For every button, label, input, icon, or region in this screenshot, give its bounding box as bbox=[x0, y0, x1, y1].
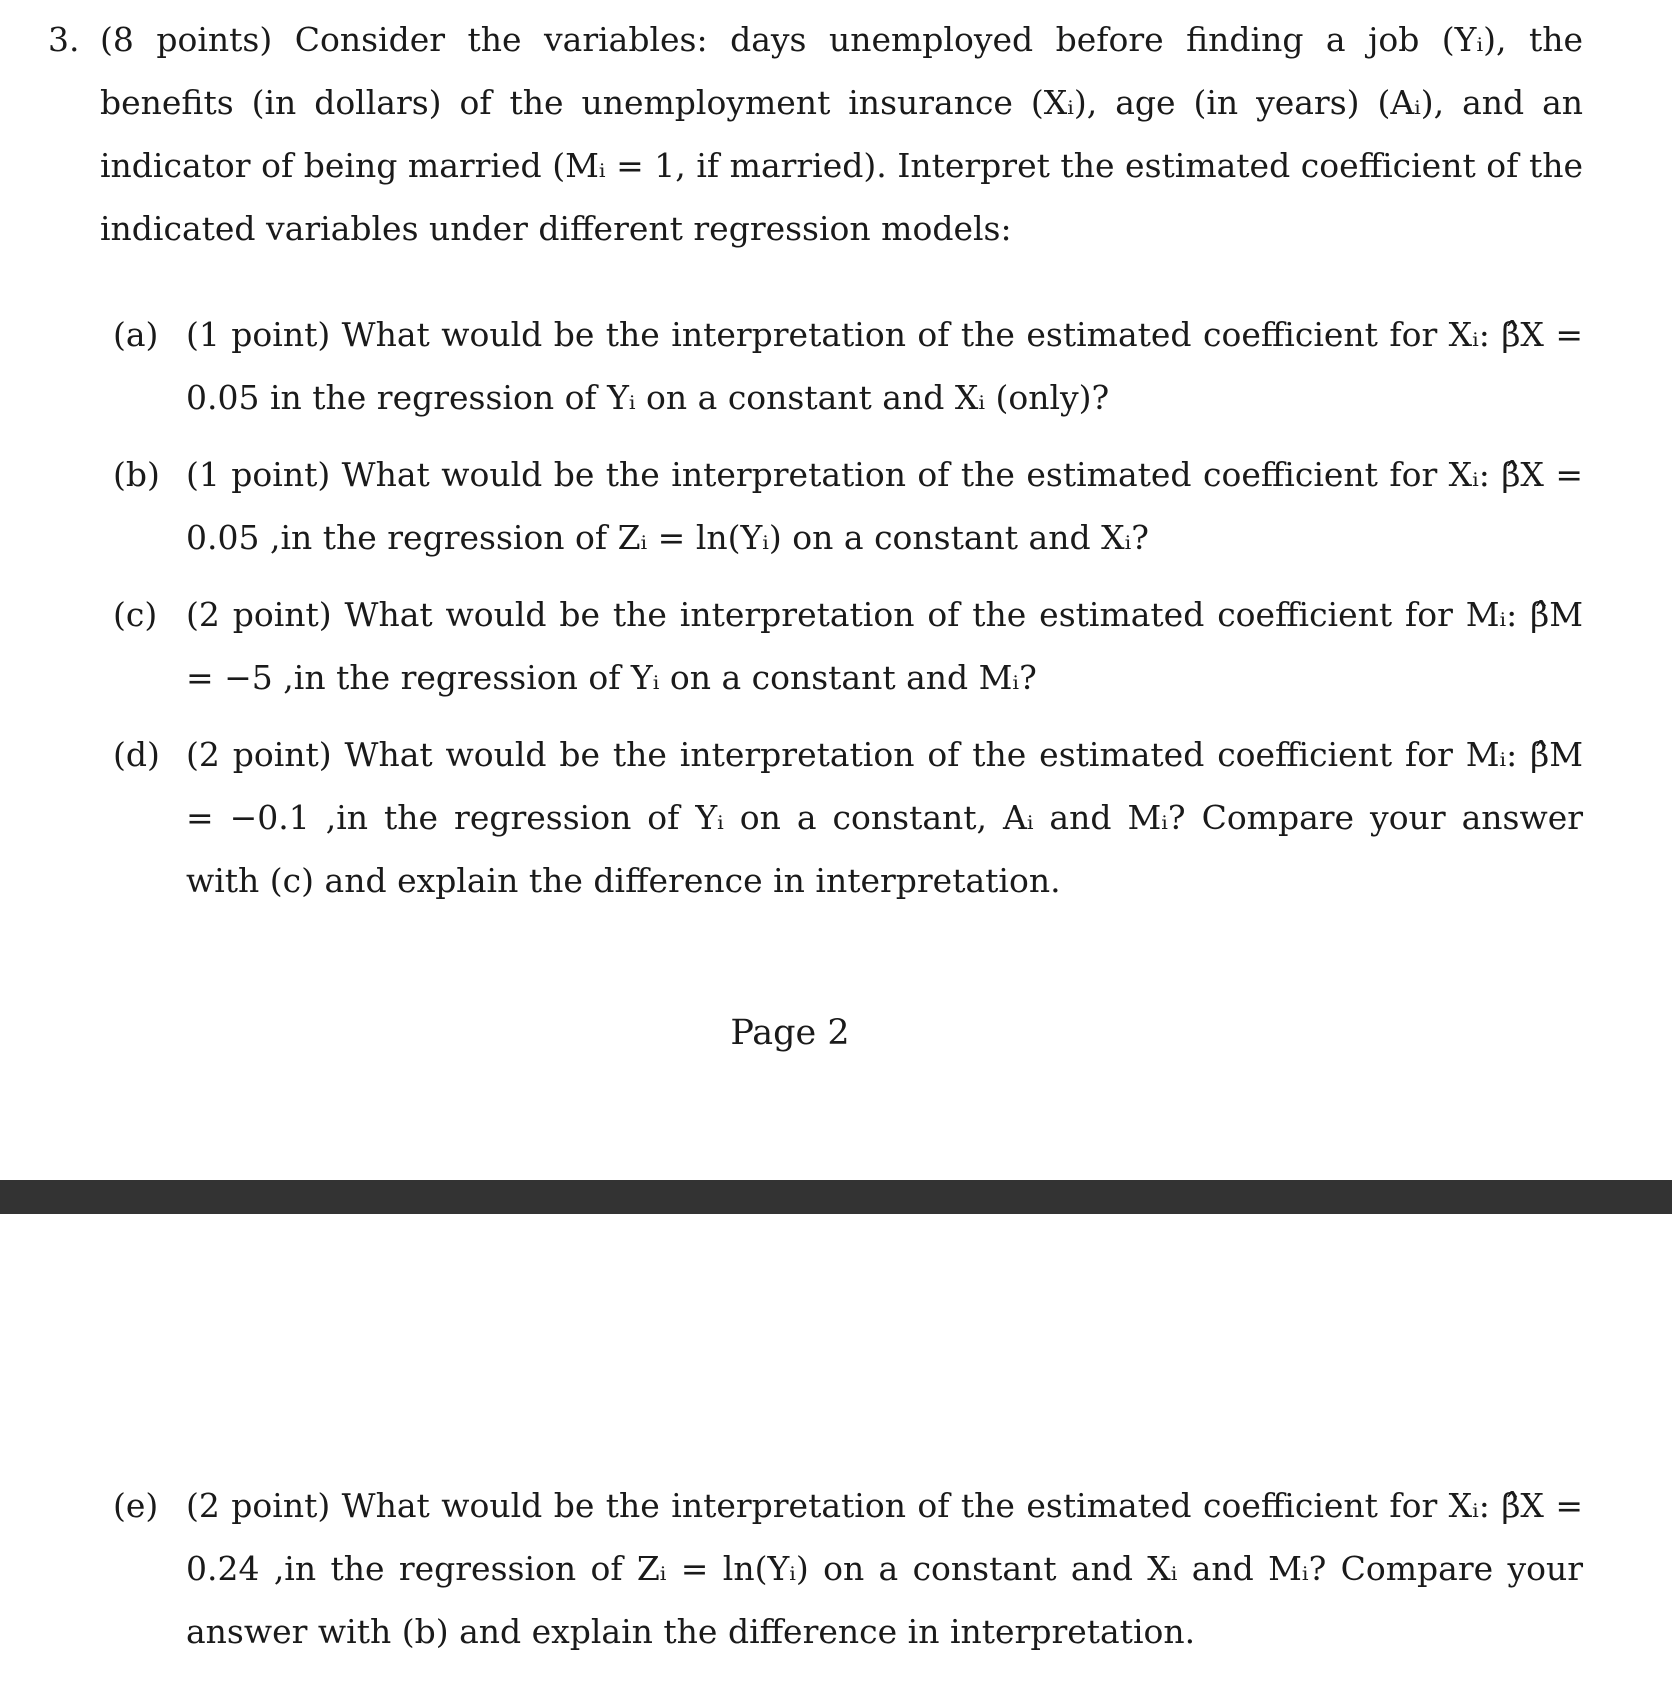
subpart-text-c: (2 point) What would be the interpretation of the estimated coefficient for Mᵢ: β̂M = −5 ,in the regression of Yᵢ on a constant and Mᵢ? bbox=[186, 595, 1583, 697]
subpart-text-b: (1 point) What would be the interpretation of the estimated coefficient for Xᵢ: β̂X = 0.05 ,in the regression of Zᵢ = ln(Yᵢ) on a constant and Xᵢ? bbox=[186, 455, 1583, 557]
subpart-label-c: (c) bbox=[113, 595, 158, 634]
subpart-label-b: (b) bbox=[113, 455, 160, 494]
problem-3 bbox=[48, 8, 1583, 260]
subpart-label-e: (e) bbox=[113, 1486, 159, 1525]
problem-number: 3. bbox=[48, 20, 80, 59]
subpart-d bbox=[113, 723, 1583, 912]
page-number: Page 2 bbox=[730, 1013, 850, 1053]
subpart-text-d: (2 point) What would be the interpretation of the estimated coefficient for Mᵢ: β̂M = −0.1 ,in the regression of Yᵢ on a constant, Aᵢ and Mᵢ? Compare your answer with (c) and explain the difference in interpretation. bbox=[186, 735, 1583, 900]
subpart-b bbox=[113, 443, 1583, 569]
subpart-e bbox=[113, 1474, 1583, 1663]
problem-intro: (8 points) Consider the variables: days unemployed before finding a job (Yᵢ), the benefits (in dollars) of the unemployment insurance (Xᵢ), age (in years) (Aᵢ), and an indicator of being married (Mᵢ = 1, if married). Interpret the estimated coefficient of the indicated variables under different regression models: bbox=[100, 20, 1583, 248]
subpart-label-d: (d) bbox=[113, 735, 160, 774]
subpart-a bbox=[113, 303, 1583, 429]
subpart-c bbox=[113, 583, 1583, 709]
subpart-text-a: (1 point) What would be the interpretation of the estimated coefficient for Xᵢ: β̂X = 0.05 in the regression of Yᵢ on a constant and Xᵢ (only)? bbox=[186, 315, 1583, 417]
page-separator-bar bbox=[0, 1180, 1672, 1214]
subpart-text-e: (2 point) What would be the interpretation of the estimated coefficient for Xᵢ: β̂X = 0.24 ,in the regression of Zᵢ = ln(Yᵢ) on a constant and Xᵢ and Mᵢ? Compare your answer with (b) and explain the difference in interpretation. bbox=[186, 1486, 1583, 1651]
subpart-label-a: (a) bbox=[113, 315, 159, 354]
